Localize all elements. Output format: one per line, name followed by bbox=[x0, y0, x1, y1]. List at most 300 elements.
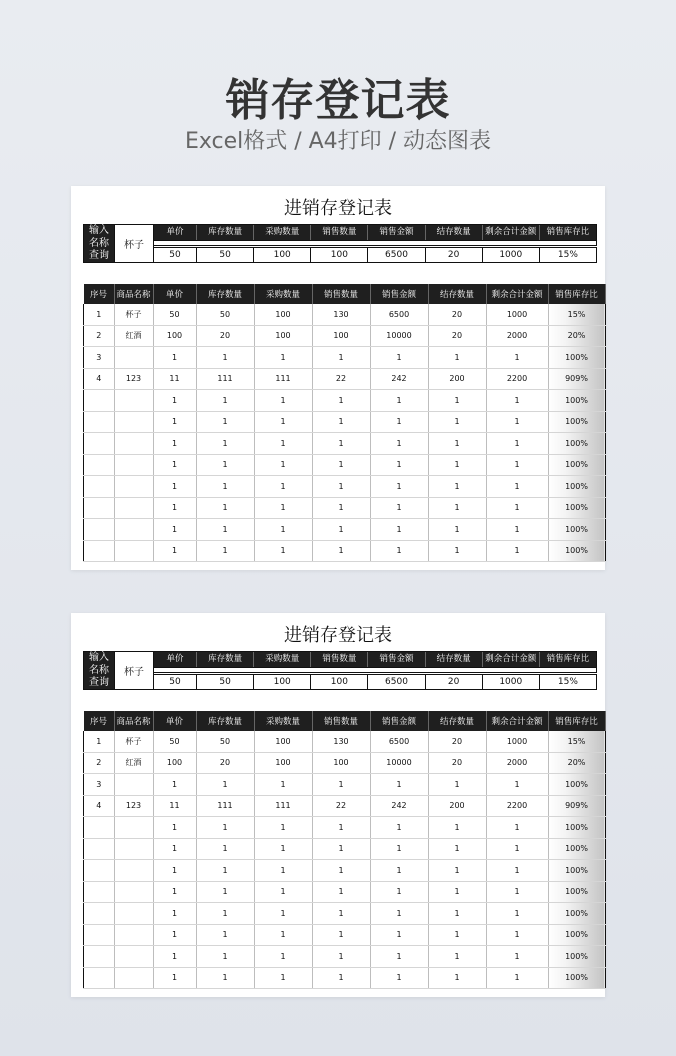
table-cell[interactable]: 11 bbox=[153, 795, 196, 817]
query-name-input[interactable]: 杯子 bbox=[114, 224, 154, 263]
table-cell[interactable] bbox=[84, 390, 115, 412]
table-cell[interactable]: 1 bbox=[153, 540, 196, 562]
table-cell[interactable] bbox=[114, 881, 153, 903]
table-cell[interactable]: 1 bbox=[196, 540, 254, 562]
query-header-cell: 单价 bbox=[166, 227, 184, 237]
column-header: 销售库存比 bbox=[548, 284, 605, 304]
table-cell[interactable]: 1 bbox=[312, 903, 370, 925]
table-cell[interactable]: 1 bbox=[254, 946, 312, 968]
column-header: 销售数量 bbox=[312, 284, 370, 304]
table-cell[interactable]: 1 bbox=[196, 497, 254, 519]
ratio-cell[interactable]: 15% bbox=[548, 731, 605, 752]
ratio-cell[interactable]: 100% bbox=[548, 860, 605, 882]
table-cell[interactable]: 1 bbox=[153, 924, 196, 946]
table-cell[interactable]: 1 bbox=[486, 454, 548, 476]
table-cell[interactable]: 1 bbox=[486, 881, 548, 903]
ratio-cell[interactable]: 15% bbox=[548, 304, 605, 325]
table-cell[interactable]: 1 bbox=[486, 476, 548, 498]
table-cell[interactable]: 1 bbox=[428, 454, 486, 476]
query-value-cell: 6500 bbox=[367, 675, 424, 689]
sheet-preview-1 bbox=[71, 186, 605, 570]
query-value-cell: 100 bbox=[310, 248, 367, 262]
table-cell[interactable]: 1 bbox=[196, 390, 254, 412]
table-cell[interactable]: 1 bbox=[196, 476, 254, 498]
table-row bbox=[84, 519, 606, 541]
table-row bbox=[84, 731, 606, 752]
table-cell[interactable]: 1 bbox=[370, 924, 428, 946]
table-cell[interactable]: 1 bbox=[428, 411, 486, 433]
table-cell[interactable]: 1 bbox=[370, 903, 428, 925]
table-cell[interactable] bbox=[84, 476, 115, 498]
table-cell[interactable]: 1 bbox=[370, 838, 428, 860]
table-cell[interactable]: 1 bbox=[370, 497, 428, 519]
table-cell[interactable]: 1 bbox=[370, 540, 428, 562]
table-cell[interactable]: 1 bbox=[312, 860, 370, 882]
table-cell[interactable]: 杯子 bbox=[114, 731, 153, 752]
table-cell[interactable]: 4 bbox=[84, 795, 115, 817]
ratio-cell[interactable]: 100% bbox=[548, 967, 605, 989]
table-cell[interactable]: 1 bbox=[254, 774, 312, 796]
table-cell[interactable]: 242 bbox=[370, 795, 428, 817]
table-cell[interactable]: 1 bbox=[196, 774, 254, 796]
table-cell[interactable]: 1 bbox=[153, 497, 196, 519]
ratio-cell[interactable]: 20% bbox=[548, 325, 605, 347]
table-cell[interactable]: 130 bbox=[312, 731, 370, 752]
table-cell[interactable]: 1 bbox=[196, 860, 254, 882]
table-cell[interactable]: 100 bbox=[153, 752, 196, 774]
table-cell[interactable] bbox=[114, 540, 153, 562]
table-cell[interactable]: 1 bbox=[254, 476, 312, 498]
table-cell[interactable]: 1 bbox=[370, 946, 428, 968]
table-cell[interactable]: 20 bbox=[428, 752, 486, 774]
table-cell[interactable]: 3 bbox=[84, 347, 115, 369]
ratio-cell[interactable]: 100% bbox=[548, 454, 605, 476]
table-cell[interactable] bbox=[84, 454, 115, 476]
table-cell[interactable] bbox=[114, 390, 153, 412]
table-cell[interactable]: 130 bbox=[312, 304, 370, 325]
table-cell[interactable]: 1 bbox=[312, 519, 370, 541]
table-cell[interactable]: 20 bbox=[428, 304, 486, 325]
table-cell[interactable]: 1 bbox=[370, 860, 428, 882]
query-label-line: 名称 bbox=[89, 664, 109, 676]
table-cell[interactable]: 1 bbox=[84, 731, 115, 752]
table-cell[interactable]: 1 bbox=[254, 903, 312, 925]
table-cell[interactable] bbox=[84, 497, 115, 519]
table-cell[interactable] bbox=[114, 476, 153, 498]
table-cell[interactable]: 4 bbox=[84, 368, 115, 390]
table-cell[interactable]: 100 bbox=[312, 752, 370, 774]
table-cell[interactable]: 1 bbox=[196, 433, 254, 455]
table-cell[interactable] bbox=[114, 838, 153, 860]
ratio-cell[interactable]: 100% bbox=[548, 476, 605, 498]
table-cell[interactable]: 1 bbox=[153, 476, 196, 498]
query-header-cell: 销售数量 bbox=[310, 225, 367, 240]
table-cell[interactable] bbox=[114, 454, 153, 476]
table-body bbox=[84, 304, 606, 562]
table-cell[interactable]: 1 bbox=[196, 411, 254, 433]
column-header: 序号 bbox=[84, 711, 115, 731]
table-cell[interactable]: 2 bbox=[84, 752, 115, 774]
table-cell[interactable]: 1 bbox=[254, 454, 312, 476]
table-cell[interactable]: 1 bbox=[428, 433, 486, 455]
table-cell[interactable] bbox=[114, 924, 153, 946]
table-cell[interactable] bbox=[114, 497, 153, 519]
table-cell[interactable]: 111 bbox=[196, 368, 254, 390]
table-cell[interactable]: 123 bbox=[114, 368, 153, 390]
table-cell[interactable] bbox=[84, 924, 115, 946]
query-header-cell: 采购数量 bbox=[253, 225, 310, 240]
table-cell[interactable]: 1 bbox=[370, 476, 428, 498]
table-cell[interactable]: 2200 bbox=[486, 795, 548, 817]
table-row bbox=[84, 946, 606, 968]
table-cell[interactable]: 1 bbox=[428, 519, 486, 541]
table-cell[interactable]: 红酒 bbox=[114, 325, 153, 347]
table-row bbox=[84, 903, 606, 925]
table-cell[interactable]: 20 bbox=[196, 325, 254, 347]
table-cell[interactable]: 22 bbox=[312, 368, 370, 390]
column-header: 剩余合计金额 bbox=[486, 711, 548, 731]
table-cell[interactable]: 1 bbox=[254, 411, 312, 433]
table-cell[interactable]: 1 bbox=[428, 390, 486, 412]
table-body bbox=[84, 731, 606, 989]
table-cell[interactable]: 20 bbox=[428, 325, 486, 347]
query-value-cell: 6500 bbox=[367, 248, 424, 262]
table-cell[interactable]: 1 bbox=[312, 390, 370, 412]
table-cell[interactable]: 1 bbox=[312, 946, 370, 968]
column-header: 销售数量 bbox=[312, 711, 370, 731]
table-cell[interactable]: 1 bbox=[486, 924, 548, 946]
table-cell[interactable] bbox=[114, 903, 153, 925]
table-cell[interactable]: 100 bbox=[312, 325, 370, 347]
ratio-cell[interactable]: 100% bbox=[548, 946, 605, 968]
query-header-cell: 剩余合计金额 bbox=[482, 225, 539, 240]
table-cell[interactable]: 1 bbox=[428, 967, 486, 989]
ratio-cell[interactable]: 909% bbox=[548, 795, 605, 817]
ratio-cell[interactable]: 100% bbox=[548, 497, 605, 519]
table-cell[interactable]: 100 bbox=[254, 304, 312, 325]
page-subtitle: Excel格式 / A4打印 / 动态图表 bbox=[184, 129, 492, 154]
table-cell[interactable]: 1 bbox=[153, 903, 196, 925]
table-cell[interactable]: 1 bbox=[153, 817, 196, 839]
table-cell[interactable]: 22 bbox=[312, 795, 370, 817]
table-cell[interactable]: 1 bbox=[254, 967, 312, 989]
table-cell[interactable] bbox=[84, 860, 115, 882]
table-cell[interactable]: 1 bbox=[486, 497, 548, 519]
table-cell[interactable]: 200 bbox=[428, 795, 486, 817]
table-cell[interactable]: 1 bbox=[312, 454, 370, 476]
table-cell[interactable]: 1 bbox=[254, 924, 312, 946]
table-cell[interactable]: 1000 bbox=[486, 304, 548, 325]
table-cell[interactable]: 杯子 bbox=[114, 304, 153, 325]
table-cell[interactable]: 1 bbox=[153, 946, 196, 968]
query-header-cell: 销售库存比 bbox=[539, 652, 596, 667]
query-value-cell: 1000 bbox=[482, 248, 539, 262]
query-label bbox=[83, 224, 115, 263]
table-cell[interactable]: 111 bbox=[254, 795, 312, 817]
table-cell[interactable]: 2 bbox=[84, 325, 115, 347]
table-cell[interactable]: 1 bbox=[370, 390, 428, 412]
table-cell[interactable]: 1 bbox=[370, 881, 428, 903]
table-cell[interactable]: 1 bbox=[153, 967, 196, 989]
table-cell[interactable]: 3 bbox=[84, 774, 115, 796]
query-value-cell: 1000 bbox=[482, 675, 539, 689]
table-cell[interactable]: 1 bbox=[254, 860, 312, 882]
table-cell[interactable] bbox=[114, 860, 153, 882]
table-cell[interactable]: 50 bbox=[196, 304, 254, 325]
table-cell[interactable]: 111 bbox=[196, 795, 254, 817]
table-header-row bbox=[84, 284, 606, 304]
table-row bbox=[84, 967, 606, 989]
query-value-cell: 100 bbox=[253, 248, 310, 262]
query-value-cell: 50 bbox=[169, 250, 181, 260]
table-cell[interactable]: 1 bbox=[428, 881, 486, 903]
table-cell[interactable]: 111 bbox=[254, 368, 312, 390]
table-cell[interactable]: 1 bbox=[486, 347, 548, 369]
table-cell[interactable]: 1 bbox=[254, 838, 312, 860]
table-cell[interactable]: 1 bbox=[428, 838, 486, 860]
query-header-cell: 结存数量 bbox=[425, 225, 482, 240]
table-cell[interactable]: 红酒 bbox=[114, 752, 153, 774]
table-row bbox=[84, 838, 606, 860]
table-cell[interactable]: 1 bbox=[196, 903, 254, 925]
table-cell[interactable] bbox=[84, 519, 115, 541]
table-cell[interactable]: 1 bbox=[312, 497, 370, 519]
table-cell[interactable]: 1 bbox=[254, 817, 312, 839]
table-cell[interactable] bbox=[114, 817, 153, 839]
table-cell[interactable] bbox=[114, 967, 153, 989]
ratio-cell[interactable]: 100% bbox=[548, 903, 605, 925]
table-cell[interactable]: 1 bbox=[428, 497, 486, 519]
table-row bbox=[84, 752, 606, 774]
table-cell[interactable] bbox=[84, 967, 115, 989]
table-cell[interactable]: 1 bbox=[486, 967, 548, 989]
table-row bbox=[84, 304, 606, 325]
query-header-cell: 销售金额 bbox=[367, 652, 424, 667]
table-cell[interactable]: 1 bbox=[370, 347, 428, 369]
query-header-row bbox=[153, 224, 597, 241]
table-cell[interactable]: 1 bbox=[486, 390, 548, 412]
table-cell[interactable]: 1 bbox=[370, 519, 428, 541]
column-header: 结存数量 bbox=[428, 284, 486, 304]
table-cell[interactable]: 50 bbox=[153, 731, 196, 752]
table-cell[interactable]: 1000 bbox=[486, 731, 548, 752]
table-cell[interactable]: 1 bbox=[312, 411, 370, 433]
table-cell[interactable]: 1 bbox=[312, 924, 370, 946]
table-cell[interactable] bbox=[84, 433, 115, 455]
query-header-cell: 剩余合计金额 bbox=[482, 652, 539, 667]
table-cell[interactable]: 1 bbox=[254, 390, 312, 412]
ratio-cell[interactable]: 100% bbox=[548, 390, 605, 412]
table-cell[interactable] bbox=[84, 817, 115, 839]
table-cell[interactable]: 1 bbox=[153, 519, 196, 541]
table-cell[interactable]: 20 bbox=[428, 731, 486, 752]
table-cell[interactable] bbox=[114, 411, 153, 433]
table-cell[interactable]: 1 bbox=[370, 433, 428, 455]
ratio-cell[interactable]: 100% bbox=[548, 838, 605, 860]
table-cell[interactable]: 1 bbox=[428, 924, 486, 946]
table-cell[interactable]: 1 bbox=[254, 540, 312, 562]
table-cell[interactable]: 1 bbox=[428, 347, 486, 369]
table-cell[interactable]: 1 bbox=[254, 347, 312, 369]
table-cell[interactable]: 1 bbox=[196, 838, 254, 860]
table-cell[interactable] bbox=[84, 838, 115, 860]
query-header-cell: 库存数量 bbox=[196, 652, 253, 667]
table-cell[interactable]: 1 bbox=[428, 476, 486, 498]
sheet-title: 进销存登记表 bbox=[284, 198, 392, 219]
ratio-cell[interactable]: 100% bbox=[548, 347, 605, 369]
ratio-cell[interactable]: 100% bbox=[548, 817, 605, 839]
table-cell[interactable]: 1 bbox=[370, 967, 428, 989]
table-cell[interactable]: 1 bbox=[196, 946, 254, 968]
table-cell[interactable] bbox=[114, 774, 153, 796]
table-cell[interactable]: 123 bbox=[114, 795, 153, 817]
ratio-cell[interactable]: 100% bbox=[548, 774, 605, 796]
table-row bbox=[84, 368, 606, 390]
table-cell[interactable]: 1 bbox=[428, 903, 486, 925]
table-cell[interactable] bbox=[84, 411, 115, 433]
table-cell[interactable]: 1 bbox=[428, 540, 486, 562]
table-cell[interactable]: 100 bbox=[254, 731, 312, 752]
table-cell[interactable] bbox=[114, 433, 153, 455]
column-header: 商品名称 bbox=[114, 284, 153, 304]
query-header-cell: 结存数量 bbox=[425, 652, 482, 667]
table-cell[interactable]: 2200 bbox=[486, 368, 548, 390]
table-cell[interactable]: 1 bbox=[428, 774, 486, 796]
table-cell[interactable]: 1 bbox=[254, 497, 312, 519]
table-cell[interactable]: 1 bbox=[84, 304, 115, 325]
table-cell[interactable]: 1 bbox=[312, 774, 370, 796]
table-cell[interactable]: 1 bbox=[370, 454, 428, 476]
query-label-line: 输入 bbox=[89, 225, 109, 236]
table-cell[interactable]: 1 bbox=[254, 519, 312, 541]
table-row bbox=[84, 390, 606, 412]
table-cell[interactable]: 1 bbox=[486, 860, 548, 882]
table-cell[interactable]: 1 bbox=[153, 411, 196, 433]
table-cell[interactable]: 1 bbox=[196, 454, 254, 476]
table-cell[interactable]: 100 bbox=[254, 325, 312, 347]
table-cell[interactable]: 1 bbox=[196, 347, 254, 369]
query-panel bbox=[83, 651, 595, 689]
query-header-cell: 销售金额 bbox=[367, 225, 424, 240]
table-cell[interactable]: 1 bbox=[153, 454, 196, 476]
table-cell[interactable]: 1 bbox=[153, 347, 196, 369]
ratio-cell[interactable]: 100% bbox=[548, 433, 605, 455]
table-cell[interactable]: 20 bbox=[196, 752, 254, 774]
table-cell[interactable]: 1 bbox=[196, 519, 254, 541]
table-cell[interactable]: 1 bbox=[153, 390, 196, 412]
table-cell[interactable]: 1 bbox=[312, 881, 370, 903]
table-cell[interactable]: 1 bbox=[486, 774, 548, 796]
table-cell[interactable] bbox=[84, 881, 115, 903]
table-cell[interactable] bbox=[84, 946, 115, 968]
table-cell[interactable]: 1 bbox=[370, 817, 428, 839]
table-cell[interactable]: 1 bbox=[486, 519, 548, 541]
table-cell[interactable] bbox=[84, 540, 115, 562]
query-label bbox=[83, 651, 115, 690]
table-cell[interactable]: 1 bbox=[486, 433, 548, 455]
table-cell[interactable]: 10000 bbox=[370, 752, 428, 774]
table-cell[interactable]: 1 bbox=[486, 838, 548, 860]
table-cell[interactable]: 6500 bbox=[370, 304, 428, 325]
table-cell[interactable]: 1 bbox=[312, 540, 370, 562]
table-cell[interactable]: 1 bbox=[196, 924, 254, 946]
table-cell[interactable]: 1 bbox=[254, 433, 312, 455]
table-cell[interactable]: 1 bbox=[153, 881, 196, 903]
table-cell[interactable]: 10000 bbox=[370, 325, 428, 347]
table-cell[interactable] bbox=[114, 347, 153, 369]
table-cell[interactable]: 200 bbox=[428, 368, 486, 390]
table-cell[interactable]: 1 bbox=[370, 774, 428, 796]
table-cell[interactable]: 1 bbox=[428, 946, 486, 968]
table-cell[interactable]: 1 bbox=[312, 476, 370, 498]
query-value-cell: 50 bbox=[169, 677, 181, 687]
table-cell[interactable] bbox=[114, 946, 153, 968]
table-cell[interactable]: 1 bbox=[312, 817, 370, 839]
table-cell[interactable]: 1 bbox=[312, 838, 370, 860]
table-cell[interactable]: 1 bbox=[312, 967, 370, 989]
table-cell[interactable]: 1 bbox=[153, 838, 196, 860]
table-cell[interactable] bbox=[114, 519, 153, 541]
query-header-cell: 库存数量 bbox=[196, 225, 253, 240]
ratio-cell[interactable]: 909% bbox=[548, 368, 605, 390]
table-row bbox=[84, 540, 606, 562]
ratio-cell[interactable]: 100% bbox=[548, 519, 605, 541]
table-cell[interactable]: 100 bbox=[254, 752, 312, 774]
query-header-row bbox=[153, 651, 597, 668]
table-cell[interactable]: 100 bbox=[153, 325, 196, 347]
table-cell[interactable]: 1 bbox=[312, 433, 370, 455]
column-header: 商品名称 bbox=[114, 711, 153, 731]
table-row bbox=[84, 476, 606, 498]
table-cell[interactable]: 1 bbox=[254, 881, 312, 903]
table-cell[interactable]: 11 bbox=[153, 368, 196, 390]
table-cell[interactable]: 6500 bbox=[370, 731, 428, 752]
table-cell[interactable]: 1 bbox=[428, 860, 486, 882]
table-cell[interactable]: 242 bbox=[370, 368, 428, 390]
register-table bbox=[83, 711, 606, 989]
table-cell[interactable]: 2000 bbox=[486, 325, 548, 347]
table-cell[interactable]: 1 bbox=[486, 903, 548, 925]
ratio-cell[interactable]: 100% bbox=[548, 924, 605, 946]
ratio-cell[interactable]: 100% bbox=[548, 540, 605, 562]
table-cell[interactable]: 1 bbox=[196, 967, 254, 989]
table-cell[interactable]: 2000 bbox=[486, 752, 548, 774]
query-name-input[interactable]: 杯子 bbox=[114, 651, 154, 690]
table-cell[interactable]: 50 bbox=[153, 304, 196, 325]
column-header: 结存数量 bbox=[428, 711, 486, 731]
table-cell[interactable]: 1 bbox=[370, 411, 428, 433]
ratio-cell[interactable]: 100% bbox=[548, 411, 605, 433]
table-cell[interactable]: 1 bbox=[486, 946, 548, 968]
table-cell[interactable]: 1 bbox=[153, 860, 196, 882]
table-cell[interactable]: 1 bbox=[428, 817, 486, 839]
query-spacer-row bbox=[153, 240, 597, 246]
column-header: 剩余合计金额 bbox=[486, 284, 548, 304]
table-cell[interactable] bbox=[84, 903, 115, 925]
table-cell[interactable]: 1 bbox=[153, 774, 196, 796]
table-cell[interactable]: 1 bbox=[196, 881, 254, 903]
ratio-cell[interactable]: 100% bbox=[548, 881, 605, 903]
column-header: 库存数量 bbox=[196, 711, 254, 731]
table-cell[interactable]: 1 bbox=[153, 433, 196, 455]
table-cell[interactable]: 1 bbox=[312, 347, 370, 369]
table-cell[interactable]: 50 bbox=[196, 731, 254, 752]
table-cell[interactable]: 1 bbox=[486, 817, 548, 839]
table-cell[interactable]: 1 bbox=[196, 817, 254, 839]
table-cell[interactable]: 1 bbox=[486, 540, 548, 562]
table-cell[interactable]: 1 bbox=[486, 411, 548, 433]
ratio-cell[interactable]: 20% bbox=[548, 752, 605, 774]
